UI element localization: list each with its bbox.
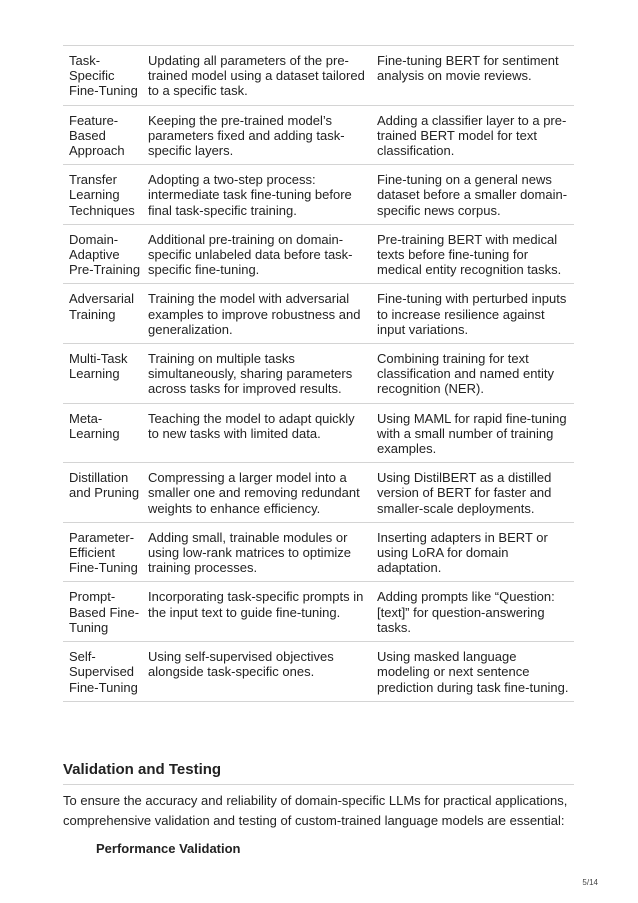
example-cell: Using MAML for rapid fine-tuning with a small number of training examples. [377, 410, 567, 457]
description-cell: Training on multiple tasks simultaneously, sharing parameters across tasks for improved results. [148, 351, 353, 397]
technique-cell: Feature-Based Approach [69, 112, 125, 159]
fine-tuning-techniques-table [63, 45, 574, 702]
technique-cell: Domain-Adaptive Pre-Training [69, 231, 141, 278]
description-cell: Training the model with adversarial examples to improve robustness and generalization. [148, 291, 361, 337]
table-row [63, 522, 574, 582]
table-row [63, 46, 574, 106]
description-cell: Adopting a two-step process: intermediate task fine-tuning before final task-specific training. [148, 172, 352, 218]
description-cell: Compressing a larger model into a smaller one and removing redundant weights to enhance efficiency. [148, 470, 360, 516]
example-cell: Inserting adapters in BERT or using LoRA for domain adaptation. [377, 529, 548, 576]
example-cell: Pre-training BERT with medical texts before fine-tuning for medical entity recognition tasks. [377, 231, 562, 278]
description-cell: Incorporating task-specific prompts in the input text to guide fine-tuning. [148, 589, 364, 620]
description-cell: Keeping the pre-trained model’s parameters fixed and adding task-specific layers. [148, 112, 345, 159]
table-row [63, 165, 574, 225]
subsection-heading: Performance Validation [96, 841, 241, 856]
section-heading: Validation and Testing [63, 761, 574, 785]
section-paragraph: To ensure the accuracy and reliability of domain-specific LLMs for practical applications, comprehensive validation and testing of custom-trained language models are essential: [63, 793, 568, 828]
technique-cell: Prompt-Based Fine-Tuning [69, 589, 140, 635]
description-cell: Updating all parameters of the pre-trained model using a dataset tailored to a specific task. [148, 53, 365, 99]
technique-cell: Distillation and Pruning [69, 470, 140, 501]
page-number: 5/14 [582, 878, 598, 887]
technique-cell: Adversarial Training [69, 291, 135, 322]
description-cell: Using self-supervised objectives alongside task-specific ones. [148, 649, 334, 680]
table-row [63, 105, 574, 165]
example-cell: Using masked language modeling or next sentence prediction during task fine-tuning. [377, 649, 569, 695]
example-cell: Using DistilBERT as a distilled version of BERT for faster and smaller-scale deployments. [377, 470, 552, 516]
example-cell: Adding prompts like “Question: [text]” for question-answering tasks. [377, 589, 555, 635]
example-cell: Adding a classifier layer to a pre-trained BERT model for text classification. [377, 112, 567, 159]
table-row [63, 463, 574, 523]
techniques-table-wrapper [63, 45, 574, 702]
example-cell: Fine-tuning BERT for sentiment analysis on movie reviews. [377, 53, 559, 84]
example-cell: Combining training for text classification and named entity recognition (NER). [377, 351, 555, 397]
description-cell: Adding small, trainable modules or using low-rank matrices to optimize training processes. [148, 529, 352, 576]
example-cell: Fine-tuning with perturbed inputs to increase resilience against input variations. [377, 291, 567, 337]
technique-cell: Transfer Learning Techniques [69, 172, 135, 218]
technique-cell: Meta-Learning [69, 410, 120, 441]
technique-cell: Task-Specific Fine-Tuning [69, 53, 138, 99]
example-cell: Fine-tuning on a general news dataset before a smaller domain-specific news corpus. [377, 172, 568, 218]
table-row [63, 582, 574, 642]
description-cell: Teaching the model to adapt quickly to new tasks with limited data. [148, 410, 355, 441]
table-row [63, 642, 574, 702]
table-row [63, 284, 574, 344]
table-row [63, 344, 574, 404]
table-row [63, 224, 574, 284]
technique-cell: Multi-Task Learning [69, 351, 128, 382]
technique-cell: Parameter-Efficient Fine-Tuning [69, 529, 138, 576]
description-cell: Additional pre-training on domain-specific unlabeled data before task-specific fine-tuning. [148, 231, 353, 278]
table-row [63, 403, 574, 463]
technique-cell: Self-Supervised Fine-Tuning [69, 649, 138, 695]
